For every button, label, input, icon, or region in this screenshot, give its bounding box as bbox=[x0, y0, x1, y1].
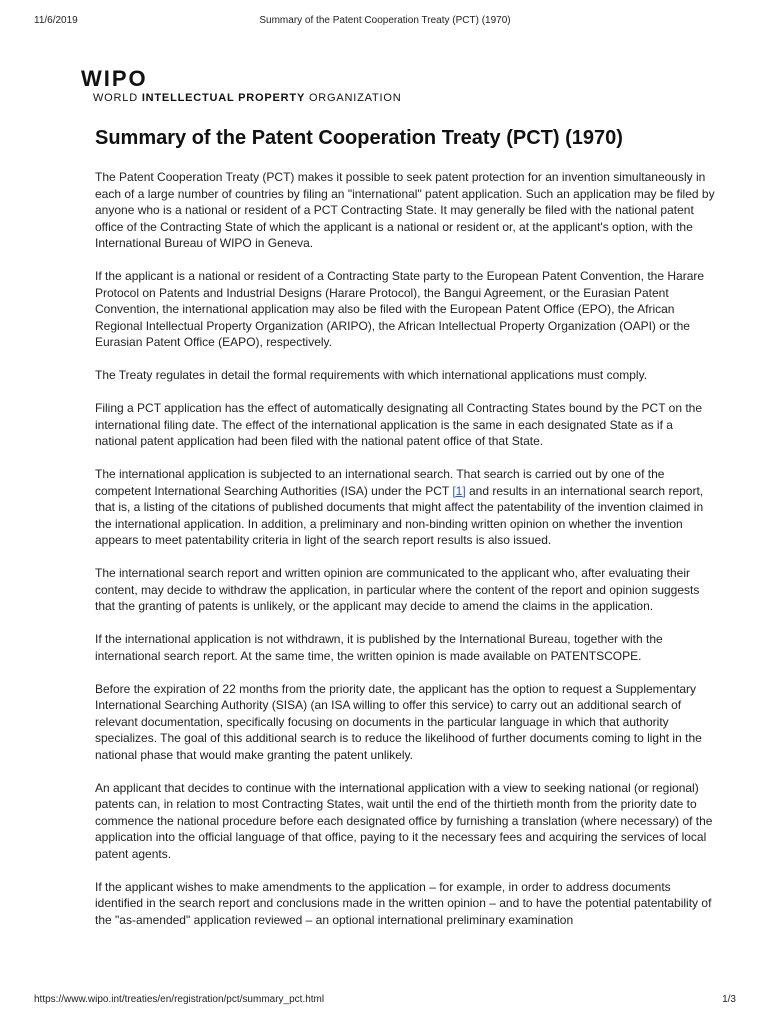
print-header bbox=[34, 15, 736, 29]
paragraph-6: The international search report and written opinion are communicated to the applicant who, after evaluating their content, may decide to withdraw the application, in particular where the content of the report and opinion suggests that the granting of patents is unlikely, or the applicant may decide to amend the claims in the application. bbox=[95, 566, 700, 613]
wipo-org-name bbox=[93, 92, 401, 105]
org-name-prefix: WORLD bbox=[93, 92, 142, 104]
paragraph-1: The Patent Cooperation Treaty (PCT) makes it possible to seek patent protection for an invention simultaneously in each of a large number of countries by filing an "international" patent application. Such an application may be filed by anyone who is a national or resident of a PCT Contracting State. It may generally be filed with the national patent office of the Contracting State of which the applicant is a national or resident or, at the applicant's option, with the International Bureau of WIPO in Geneva. bbox=[95, 170, 715, 250]
print-url: https://www.wipo.int/treaties/en/registration/pct/summary_pct.html bbox=[34, 994, 325, 1005]
print-page-title: Summary of the Patent Cooperation Treaty (PCT) (1970) bbox=[259, 15, 511, 26]
paragraph-4: Filing a PCT application has the effect of automatically designating all Contracting States bound by the PCT on the international filing date. The effect of the international application is the same in each designated State as if a national patent application had been filed with the national patent office of that State. bbox=[95, 401, 703, 448]
paragraph-3: The Treaty regulates in detail the formal requirements with which international applications must comply. bbox=[95, 368, 648, 382]
paragraph-7: If the international application is not withdrawn, it is published by the International Bureau, together with the international search report. At the same time, the written opinion is made available on PATENTSCOPE. bbox=[95, 632, 663, 663]
org-name-suffix: ORGANIZATION bbox=[305, 92, 402, 104]
org-name-bold: INTELLECTUAL PROPERTY bbox=[141, 92, 306, 104]
page-title: Summary of the Patent Cooperation Treaty (PCT) (1970) bbox=[95, 127, 623, 149]
article-content bbox=[95, 124, 717, 945]
paragraph-5-text-end: and results in an international search report, that is, a listing of the citations of published documents that might affect the patentability of the invention claimed in the international application. In addition, a preliminary and non-binding written opinion on whether the invention appears to meet patentability criteria in light of the search report results is also issued. bbox=[95, 483, 704, 547]
footnote-link-1[interactable]: [1] bbox=[452, 483, 466, 498]
paragraph-9: An applicant that decides to continue with the international application with a view to seeking national (or regional) patents can, in relation to most Contracting States, wait until the end of the thirtieth month from the priority date to commence the national procedure before each designated office by furnishing a translation (where necessary) of the application into the official language of that office, paying to it the necessary fees and acquiring the services of local patent agents. bbox=[95, 780, 713, 861]
print-date: 11/6/2019 bbox=[34, 15, 78, 26]
print-footer bbox=[34, 994, 736, 1008]
paragraph-10: If the applicant wishes to make amendments to the application – for example, in order to address documents identified in the search report and conclusions made in the written opinion – and to have the potential patentability of the "as-amended" application reviewed – an optional international preliminary examination bbox=[95, 879, 712, 927]
wipo-logo[interactable] bbox=[81, 68, 401, 105]
paragraph-8: Before the expiration of 22 months from the priority date, the applicant has the option to request a Supplementary International Searching Authority (SISA) (an ISA willing to offer this service) to carry out an additional search of relevant documentation, specifically focusing on documents in the particular language in which that authority specializes. The goal of this additional search is to reduce the likelihood of further documents coming to light in the national phase that would make granting the patent unlikely. bbox=[95, 681, 702, 762]
page-number: 1/3 bbox=[722, 994, 736, 1005]
wipo-logo-mark: WIPO bbox=[81, 66, 148, 91]
paragraph-2: If the applicant is a national or resident of a Contracting State party to the European Patent Convention, the Harare Protocol on Patents and Industrial Designs (Harare Protocol), the Bangui Agreement, or the Eurasian Patent Convention, the international application may also be filed with the European Patent Office (EPO), the African Regional Intellectual Property Organization (ARIPO), the African Intellectual Property Organization (OAPI) or the Eurasian Patent Office (EAPO), respectively. bbox=[95, 269, 705, 349]
paragraph-5 bbox=[95, 466, 717, 549]
paragraph-5-text-start: The international application is subjected to an international search. That search is carried out by one of the competent International Searching Authorities (ISA) under the PCT bbox=[95, 467, 665, 498]
